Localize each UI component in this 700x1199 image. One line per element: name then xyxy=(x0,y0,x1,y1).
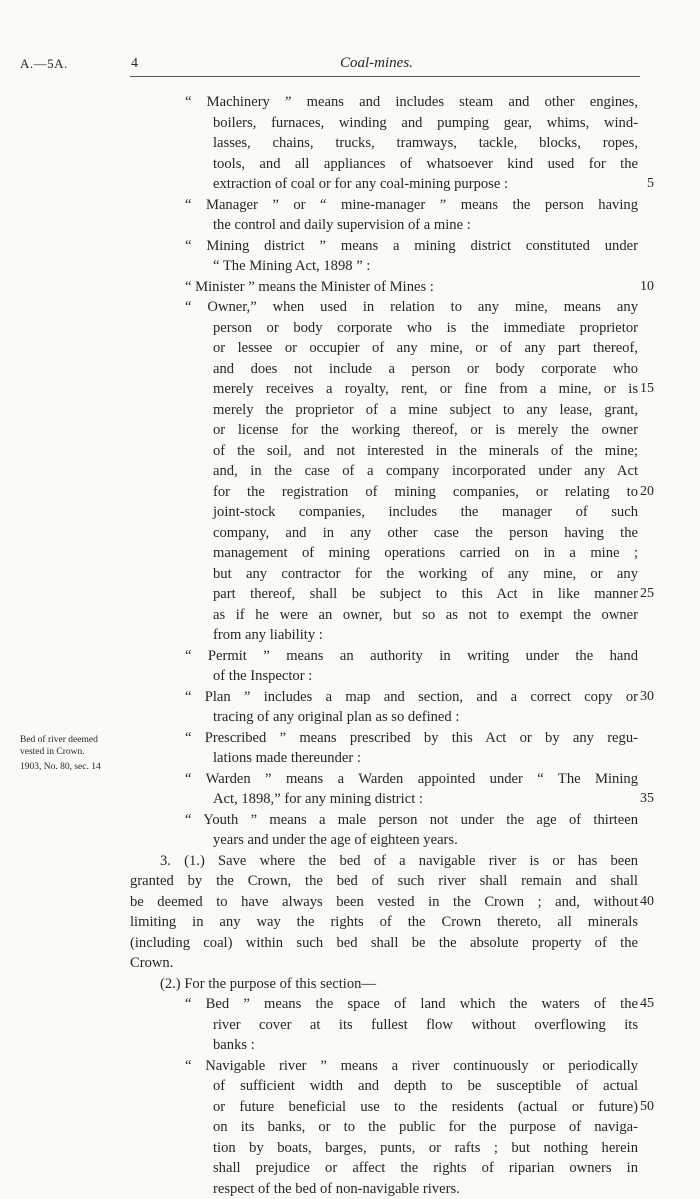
text-line xyxy=(0,728,700,748)
text-line xyxy=(0,133,700,153)
line-text: “ Bed ” means the space of land which the waters of the xyxy=(185,996,638,1012)
text-line xyxy=(0,646,700,666)
text-line xyxy=(0,584,700,604)
line-text: 3. (1.) Save where the bed of a navigable river is or has been xyxy=(160,852,638,869)
line-text: but any contractor for the working of any mine, or any xyxy=(213,565,638,582)
line-text: “ Minister ” means the Minister of Mines : xyxy=(185,278,434,295)
text-line xyxy=(0,92,700,112)
line-text: “ Owner,” when used in relation to any mine, means any xyxy=(185,299,638,315)
text-line xyxy=(0,461,700,481)
text-line xyxy=(0,338,700,358)
line-text: “ Mining district ” means a mining district constituted under xyxy=(185,237,638,254)
line-number: 35 xyxy=(640,791,654,806)
line-number: 45 xyxy=(640,996,654,1011)
line-text: tracing of any original plan as so defined : xyxy=(213,709,460,725)
line-text: (including coal) within such bed shall be the absolute property of the xyxy=(130,934,638,951)
text-line xyxy=(0,318,700,338)
line-text: lations made thereunder : xyxy=(213,750,361,766)
line-text: merely the proprietor of a mine subject to any lease, grant, xyxy=(213,401,638,418)
line-number: 20 xyxy=(640,483,654,499)
line-text: tools, and all appliances of whatsoever kind used for the xyxy=(213,155,638,172)
text-line xyxy=(0,974,700,994)
text-line xyxy=(0,1056,700,1076)
page-number: 4 xyxy=(131,56,138,71)
line-text: of sufficient width and depth to be susceptible of actual xyxy=(213,1078,638,1094)
side-note-line: Bed of river deemed xyxy=(20,735,98,745)
line-text: shall prejudice or affect the rights of riparian owners in xyxy=(213,1160,638,1176)
header-rule xyxy=(130,76,640,77)
line-text: “ Plan ” includes a map and section, and a correct copy or xyxy=(185,688,638,705)
text-line xyxy=(0,154,700,174)
line-text: extraction of coal or for any coal-mining purpose : xyxy=(213,176,509,192)
line-number: 50 xyxy=(640,1098,654,1114)
line-text: “ Warden ” means a Warden appointed under “ The Mining xyxy=(185,770,638,787)
line-text: lasses, chains, trucks, tramways, tackle, blocks, ropes, xyxy=(213,135,638,151)
line-text: tion by boats, barges, punts, or rafts ; but nothing herein xyxy=(213,1139,638,1156)
line-text: person or body corporate who is the immediate proprietor xyxy=(213,319,638,336)
text-line xyxy=(0,994,700,1014)
line-text: “ Permit ” means an authority in writing under the hand xyxy=(185,647,638,664)
text-line xyxy=(0,564,700,584)
line-text: banks : xyxy=(213,1037,255,1053)
line-text: for the registration of mining companies, or relating to xyxy=(213,483,638,500)
text-line xyxy=(0,1076,700,1096)
line-text: or license for the working thereof, or is merely the owner xyxy=(213,422,638,438)
text-line xyxy=(0,215,700,235)
text-line xyxy=(0,523,700,543)
text-line xyxy=(0,400,700,420)
line-text: and does not include a person or body corporate who xyxy=(213,360,638,377)
text-line xyxy=(0,707,700,727)
line-text: as if he were an owner, but so as not to exempt the owner xyxy=(213,606,638,623)
text-line xyxy=(0,236,700,256)
side-note-line: vested in Crown. xyxy=(20,747,85,757)
line-text: limiting in any way the rights of the Crown thereto, all minerals xyxy=(130,914,638,930)
line-number: 5 xyxy=(647,176,654,191)
line-text: boilers, furnaces, winding and pumping gear, whims, wind- xyxy=(213,114,638,131)
line-number: 40 xyxy=(640,893,654,909)
line-text: joint-stock companies, includes the manager of such xyxy=(213,504,638,520)
text-line xyxy=(0,1097,700,1117)
text-line xyxy=(0,256,700,276)
text-line xyxy=(0,277,700,297)
text-line xyxy=(0,810,700,830)
text-line xyxy=(0,379,700,399)
text-line xyxy=(0,1035,700,1055)
text-line xyxy=(0,748,700,768)
text-line xyxy=(0,482,700,502)
text-line xyxy=(0,912,700,932)
page-header xyxy=(0,0,700,80)
line-text: “ Manager ” or “ mine-manager ” means the person having xyxy=(185,196,638,213)
line-text: respect of the bed of non-navigable rivers. xyxy=(213,1180,460,1197)
text-line xyxy=(0,953,700,973)
text-line xyxy=(0,687,700,707)
text-line xyxy=(0,1158,700,1178)
line-text: “ Youth ” means a male person not under the age of thirteen xyxy=(185,811,638,828)
text-line xyxy=(0,871,700,891)
line-text: (2.) For the purpose of this section— xyxy=(160,975,377,992)
text-line xyxy=(0,441,700,461)
text-line xyxy=(0,605,700,625)
line-text: “ Machinery ” means and includes steam and other engines, xyxy=(185,94,638,110)
text-line xyxy=(0,625,700,645)
line-text: company, and in any other case the person having the xyxy=(213,524,638,541)
line-text: Act, 1898,” for any mining district : xyxy=(213,791,423,807)
text-line xyxy=(0,543,700,563)
document-reference: A.—5A. xyxy=(20,56,68,71)
line-text: granted by the Crown, the bed of such river shall remain and shall xyxy=(130,873,638,889)
text-line xyxy=(0,789,700,809)
text-line xyxy=(0,1117,700,1137)
text-line xyxy=(0,933,700,953)
line-text: from any liability : xyxy=(213,627,323,643)
text-line xyxy=(0,1179,700,1199)
line-text: on its banks, or to the public for the purpose of naviga- xyxy=(213,1119,638,1135)
text-line xyxy=(0,195,700,215)
line-text: be deemed to have always been vested in the Crown ; and, without xyxy=(130,893,638,910)
line-text: or lessee or occupier of any mine, or of any part thereof, xyxy=(213,340,638,356)
line-number: 10 xyxy=(640,278,654,294)
line-text: of the soil, and not interested in the minerals of the mine; xyxy=(213,442,638,459)
text-line xyxy=(0,420,700,440)
line-text: management of mining operations carried on in a mine ; xyxy=(213,545,638,561)
line-number: 30 xyxy=(640,688,654,704)
running-title: Coal-mines. xyxy=(340,55,413,71)
text-line xyxy=(0,769,700,789)
side-note-line: 1903, No. 80, sec. 14 xyxy=(20,762,101,772)
line-text: part thereof, shall be subject to this Act in like manner xyxy=(213,586,638,602)
text-line xyxy=(0,174,700,194)
line-text: the control and daily supervision of a mine : xyxy=(213,217,471,233)
text-line xyxy=(0,851,700,871)
line-text: “ The Mining Act, 1898 ” : xyxy=(213,258,371,274)
text-line xyxy=(0,502,700,522)
line-text: “ Navigable river ” means a river continuously or periodically xyxy=(185,1057,638,1074)
line-text: of the Inspector : xyxy=(213,668,313,684)
text-line xyxy=(0,297,700,317)
line-text: and, in the case of a company incorporated under any Act xyxy=(213,463,638,479)
text-line xyxy=(0,666,700,686)
line-text: or future beneficial use to the residents (actual or future) xyxy=(213,1098,638,1115)
line-number: 15 xyxy=(640,381,654,396)
text-line xyxy=(0,830,700,850)
line-text: merely receives a royalty, rent, or fine from a mine, or is xyxy=(213,381,638,397)
line-text: years and under the age of eighteen years. xyxy=(213,832,458,848)
text-line xyxy=(0,113,700,133)
text-line xyxy=(0,1015,700,1035)
text-line xyxy=(0,359,700,379)
line-text: Crown. xyxy=(130,955,174,971)
line-number: 25 xyxy=(640,586,654,601)
line-text: “ Prescribed ” means prescribed by this Act or by any regu- xyxy=(185,729,638,746)
text-line xyxy=(0,892,700,912)
line-text: river cover at its fullest flow without overflowing its xyxy=(213,1016,638,1033)
